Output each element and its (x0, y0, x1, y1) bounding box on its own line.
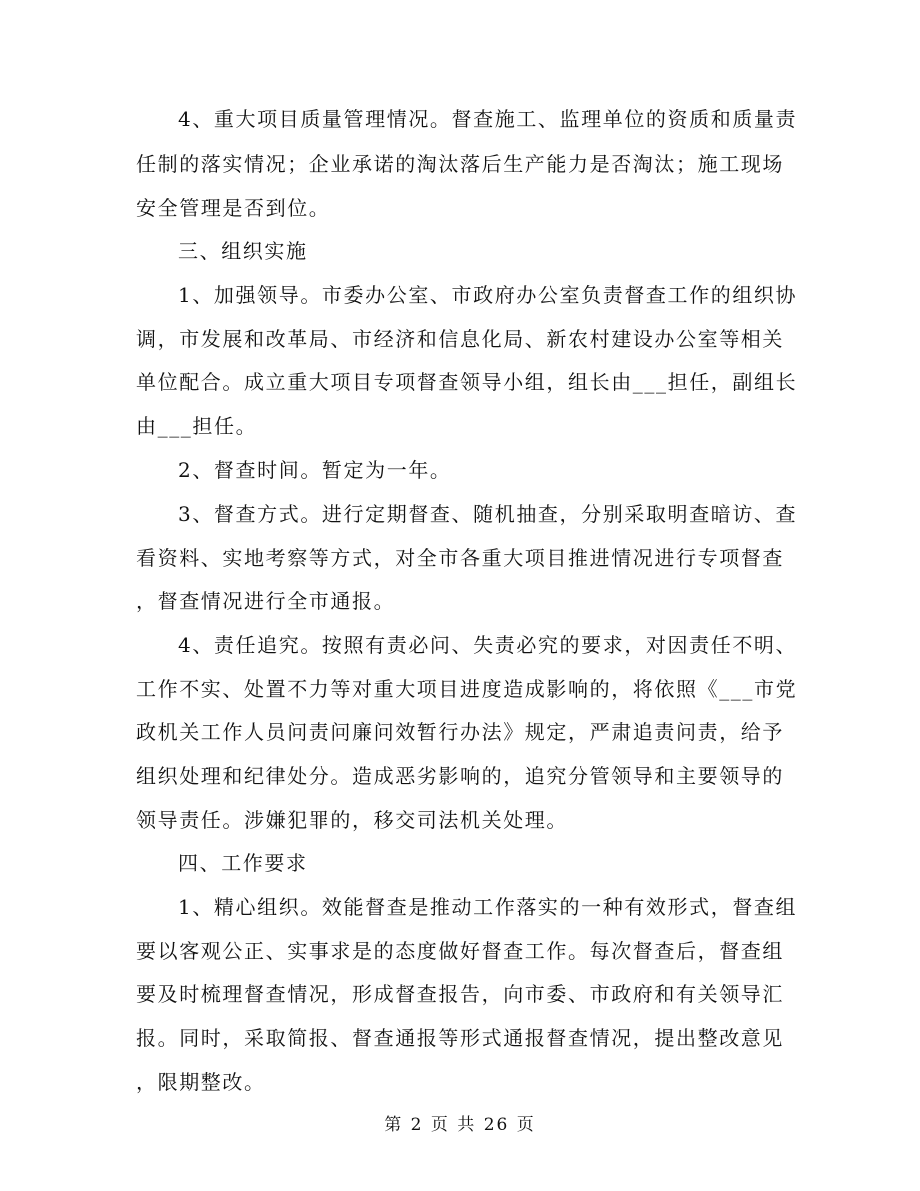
paragraph-line: 1、精心组织。效能督查是推动工作落实的一种有效形式，督查组 (178, 895, 798, 919)
paragraph-line: 看资料、实地考察等方式，对全市各重大项目推进情况进行专项督查 (136, 546, 784, 570)
paragraph-line: 政机关工作人员问责问廉问效暂行办法》规定，严肃追责问责，给予 (136, 720, 784, 744)
paragraph-line: ，督查情况进行全市通报。 (136, 589, 396, 613)
paragraph-line: 安全管理是否到位。 (136, 196, 331, 220)
paragraph-line: 报。同时，采取简报、督查通报等形式通报督查情况，提出整改意见 (136, 1026, 784, 1050)
page-number-footer: 第 2 页 共 26 页 (384, 1115, 536, 1135)
section-heading: 四、工作要求 (178, 851, 308, 875)
paragraph-line: 由___担任。 (136, 414, 258, 438)
paragraph-line: 1、加强领导。市委办公室、市政府办公室负责督查工作的组织协 (178, 283, 798, 307)
paragraph-line: 任制的落实情况；企业承诺的淘汰落后生产能力是否淘汰；施工现场 (136, 152, 784, 176)
paragraph-line: 要以客观公正、实事求是的态度做好督查工作。每次督查后，督查组 (136, 939, 784, 963)
paragraph-line: 要及时梳理督查情况，形成督查报告，向市委、市政府和有关领导汇 (136, 982, 784, 1006)
paragraph-line: 3、督查方式。进行定期督查、随机抽查，分别采取明查暗访、查 (178, 502, 798, 526)
paragraph-line: 调，市发展和改革局、市经济和信息化局、新农村建设办公室等相关 (136, 327, 784, 351)
paragraph-line: 单位配合。成立重大项目专项督查领导小组，组长由___担任，副组长 (136, 370, 798, 394)
paragraph-line: 2、督查时间。暂定为一年。 (178, 458, 452, 482)
paragraph-line: 4、责任追究。按照有责必问、失责必究的要求，对因责任不明、 (178, 633, 798, 657)
paragraph-line: 4、重大项目质量管理情况。督查施工、监理单位的资质和质量责 (178, 107, 798, 131)
paragraph-line: ，限期整改。 (136, 1070, 266, 1094)
paragraph-line: 领导责任。涉嫌犯罪的，移交司法机关处理。 (136, 808, 568, 832)
paragraph-line: 工作不实、处置不力等对重大项目进度造成影响的，将依照《___市党 (136, 677, 798, 701)
section-heading: 三、组织实施 (178, 239, 308, 263)
paragraph-line: 组织处理和纪律处分。造成恶劣影响的，追究分管领导和主要领导的 (136, 764, 784, 788)
